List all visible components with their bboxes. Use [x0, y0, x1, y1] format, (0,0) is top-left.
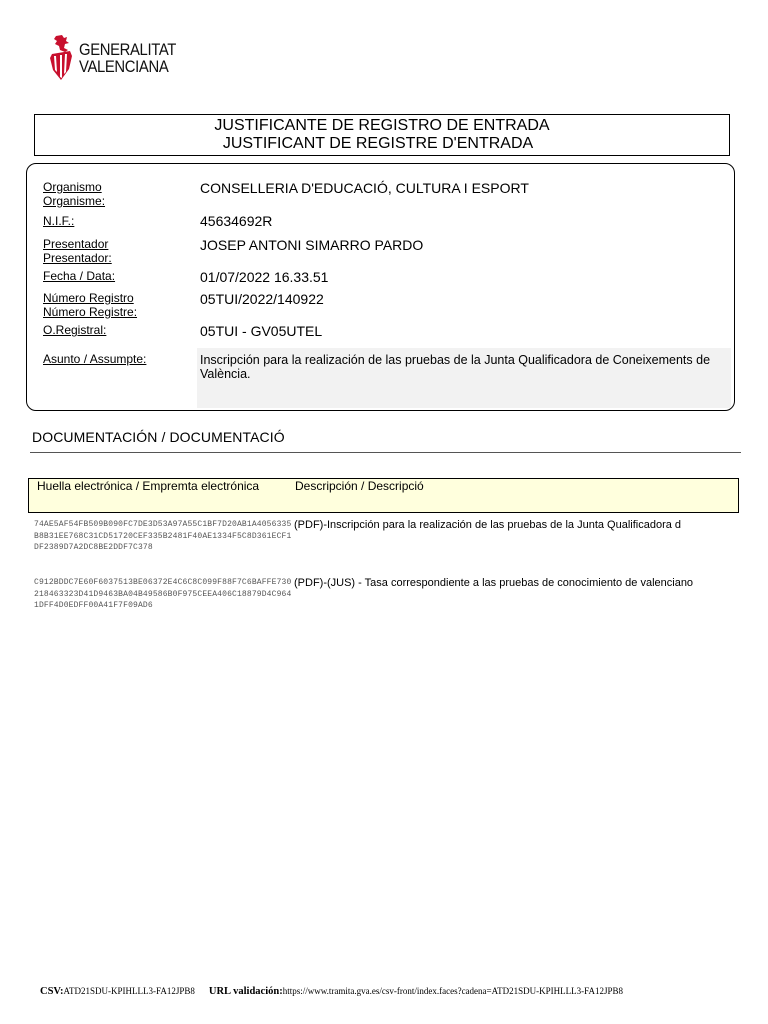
document-description: (PDF)-(JUS) - Tasa correspondiente a las pruebas de conocimiento de valenciano — [294, 577, 694, 589]
document-hash: 74AE5AF54FB509B090FC7DE3D53A97A55C1BF7D20AB1A4056335B8B31EE768C31CD51720CEF335B2481F40AE1334F5C8D361ECF1DF2389D7A2DC8BE2DDF7C378 — [34, 520, 292, 552]
column-header-huella: Huella electrónica / Empremta electrónica — [37, 479, 260, 493]
logo-line-1: GENERALITAT — [79, 41, 176, 59]
url-validation-link[interactable]: https://www.tramita.gva.es/csv-front/index.faces?cadena=ATD21SDU-KPIHLLL3-FA12JPB8 — [282, 986, 623, 996]
organismo-label: Organismo Organisme: — [43, 180, 106, 208]
logo-line-2: VALENCIANA — [79, 58, 169, 76]
documents-table-header — [28, 478, 739, 513]
presentador-label: Presentador Presentador: — [43, 237, 112, 265]
validation-footer — [40, 986, 623, 997]
title-valencian: JUSTIFICANT DE REGISTRE D'ENTRADA — [222, 135, 534, 152]
oregistral-value: 05TUI - GV05UTEL — [200, 323, 323, 339]
numero-registro-label: Número Registro Número Registre: — [43, 291, 138, 319]
url-validation-label: URL validación: — [208, 986, 283, 997]
fecha-value: 01/07/2022 16.33.51 — [200, 269, 329, 285]
numero-registro-value: 05TUI/2022/140922 — [200, 291, 324, 307]
asunto-label: Asunto / Assumpte: — [43, 352, 147, 366]
oregistral-label: O.Registral: — [43, 323, 107, 337]
section-divider — [30, 452, 741, 453]
generalitat-crest-icon — [48, 34, 74, 82]
asunto-value: Inscripción para la realización de las pruebas de la Junta Qualificadora de Coneixements de València. — [200, 353, 711, 381]
documentacion-heading: DOCUMENTACIÓN / DOCUMENTACIÓ — [32, 429, 285, 445]
csv-value: ATD21SDU-KPIHLLL3-FA12JPB8 — [63, 986, 195, 996]
title-spanish: JUSTIFICANTE DE REGISTRO DE ENTRADA — [214, 117, 550, 134]
presentador-value: JOSEP ANTONI SIMARRO PARDO — [200, 237, 424, 253]
nif-label: N.I.F.: — [43, 214, 75, 228]
organismo-value: CONSELLERIA D'EDUCACIÓ, CULTURA I ESPORT — [200, 180, 529, 196]
nif-value: 45634692R — [200, 213, 273, 229]
document-title-box — [34, 114, 730, 156]
csv-label: CSV: — [40, 986, 64, 997]
fecha-label: Fecha / Data: — [43, 269, 116, 283]
document-description: (PDF)-Inscripción para la realización de las pruebas de la Junta Qualificadora d — [294, 519, 682, 531]
document-hash: C912BDDC7E60F6037513BE06372E4C6C8C099F88F7C6BAFFE730218463323D41D9463BA04B49586B0F975CEEA406C18879D4C9641DFF4D0EDFF00A41F7F09AD6 — [34, 578, 292, 610]
column-header-descripcion: Descripción / Descripció — [295, 479, 424, 493]
generalitat-logo — [48, 34, 176, 84]
